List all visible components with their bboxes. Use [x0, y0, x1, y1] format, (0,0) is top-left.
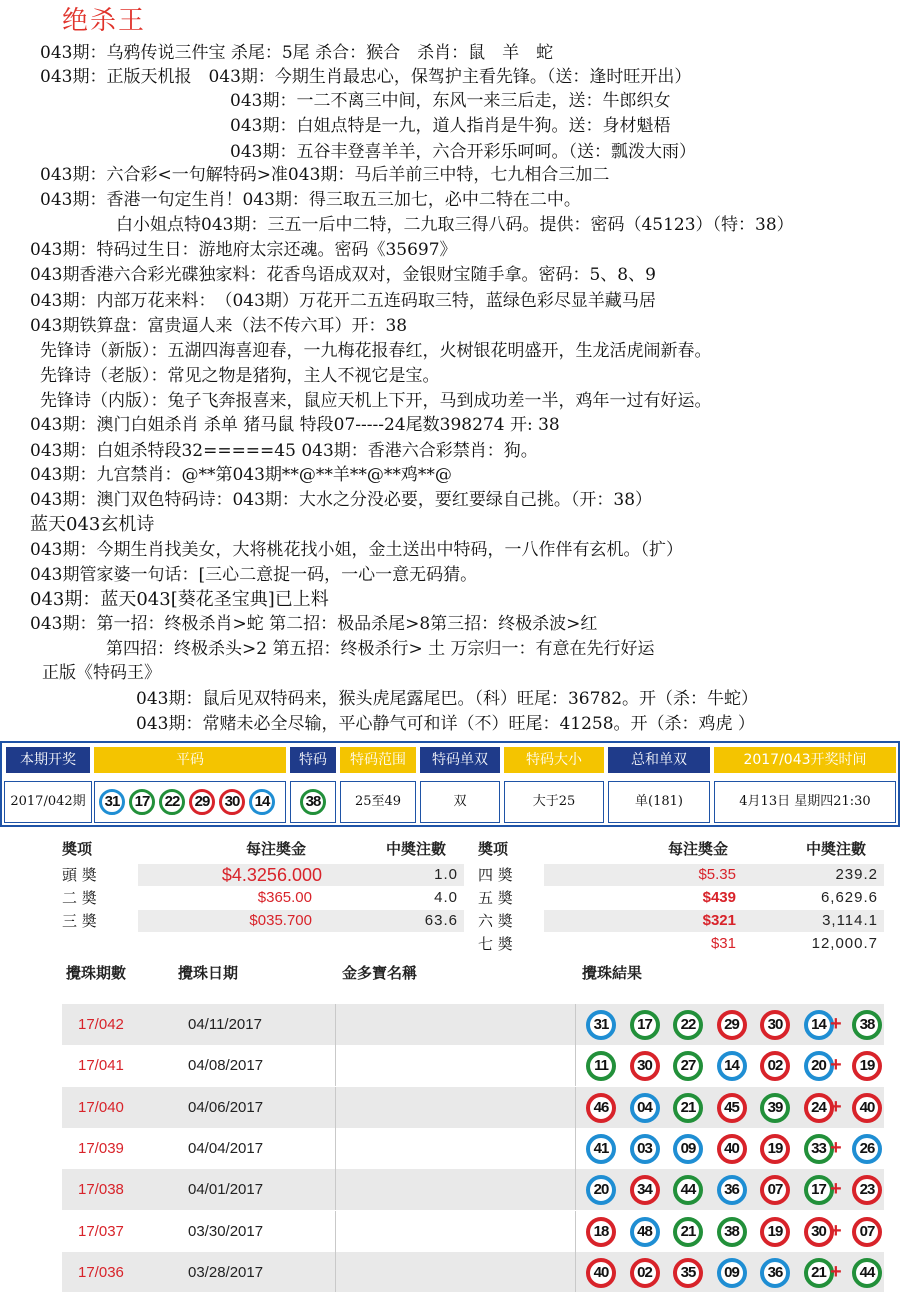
prize-amount: $321: [702, 912, 736, 929]
prize-header-count: 中奬注數: [806, 840, 867, 858]
draw-header: 特码范围: [340, 747, 416, 773]
draw-size: 大于25: [504, 781, 604, 823]
text-line: 043期：乌鸦传说三件宝 杀尾：5尾 杀合：猴合 杀肖：鼠 羊 蛇: [40, 43, 554, 63]
text-line: 白小姐点特043期：三五一后中二特，二九取三得八码。提供：密码（45123）（特：38）: [116, 215, 794, 235]
history-date: 04/11/2017: [188, 1016, 262, 1033]
history-ball: 41: [586, 1134, 616, 1164]
history-row: [62, 1045, 884, 1086]
history-ball: 39: [760, 1093, 790, 1123]
history-date: 04/01/2017: [188, 1181, 264, 1199]
history-ball: 24: [804, 1093, 834, 1123]
history-ball: 11: [586, 1051, 616, 1081]
history-ball: 48: [630, 1217, 660, 1247]
history-ball: 20: [804, 1051, 834, 1081]
prize-amount: $31: [710, 935, 736, 952]
history-row: [62, 1252, 884, 1292]
prize-name: 七 奬: [478, 935, 513, 953]
prize-count: 4.0: [434, 889, 458, 906]
text-line: 043期：六合彩<一句解特码>准043期：马后羊前三中特，七九相合三加二: [40, 165, 610, 185]
prize-row: [62, 864, 464, 886]
plus-sign: +: [830, 1095, 842, 1118]
prize-header-count: 中奬注數: [386, 840, 447, 858]
history-ball: 20: [586, 1175, 616, 1205]
history-special-ball: 44: [852, 1258, 882, 1288]
text-line: 043期铁算盘：富贵逼人来（法不传六耳）开：38: [30, 316, 408, 336]
history-ball: 30: [804, 1217, 834, 1247]
history-ball: 21: [673, 1093, 703, 1123]
history-special-ball: 19: [852, 1051, 882, 1081]
prize-count: 6,629.6: [820, 889, 878, 906]
history-ball: 45: [717, 1093, 747, 1123]
text-line: 043期：白姐点特是一九，道人指肖是牛狗。送：身材魁梧: [230, 116, 671, 136]
draw-ball: 30: [219, 789, 245, 815]
prize-row: [478, 933, 884, 955]
draw-ball: 29: [189, 789, 215, 815]
history-ball: 09: [717, 1258, 747, 1288]
history-header-date: 攪珠日期: [178, 964, 239, 982]
text-line: 043期：常赌未必全尽输，平心静气可和详（不）旺尾：41258。开（杀：鸡虎 ）: [136, 714, 755, 734]
history-row: [62, 1211, 884, 1252]
history-ball: 30: [630, 1051, 660, 1081]
history-date: 04/08/2017: [188, 1057, 264, 1075]
prize-count: 12,000.7: [811, 935, 878, 952]
history-row: [62, 1169, 884, 1210]
history-period: 17/037: [78, 1222, 124, 1240]
plus-sign: +: [830, 1178, 842, 1201]
prize-name: 六 奬: [478, 912, 513, 930]
history-date: 03/30/2017: [188, 1222, 264, 1240]
history-period: 17/036: [78, 1263, 124, 1281]
plus-sign: +: [830, 1013, 842, 1035]
text-line: 先锋诗（内版）：兔子飞奔报喜来，鼠应天机上下开，马到成功差一半，鸡年一过有好运。: [40, 391, 712, 411]
history-ball: 17: [804, 1175, 834, 1205]
history-ball: 07: [760, 1175, 790, 1205]
history-header-jackpot: 金多寶名稱: [342, 964, 418, 982]
text-line: 043期：今期生肖找美女，大将桃花找小姐，金土送出中特码，一八作伴有玄机。（扩）: [30, 540, 683, 560]
prize-row: [478, 887, 884, 909]
draw-ball: 31: [99, 789, 125, 815]
history-special-ball: 07: [852, 1217, 882, 1247]
history-ball: 34: [630, 1175, 660, 1205]
plus-sign: +: [830, 1054, 842, 1077]
history-ball: 36: [760, 1258, 790, 1288]
history-ball: 02: [760, 1051, 790, 1081]
history-ball: 44: [673, 1175, 703, 1205]
text-line: 043期：蓝天043[葵花圣宝典]已上料: [30, 589, 329, 610]
prize-amount: $035.700: [249, 912, 312, 929]
history-period: 17/040: [78, 1098, 124, 1116]
text-line: 043期：香港一句定生肖！043期：得三取五三加七，必中二特在二中。: [40, 190, 581, 210]
draw-header: 特码大小: [504, 747, 604, 773]
history-ball: 40: [586, 1258, 616, 1288]
prize-amount: $5.35: [698, 866, 736, 883]
text-line: 043期：特码过生日：游地府太宗还魂。密码《35697》: [30, 240, 457, 260]
plus-sign: +: [830, 1260, 842, 1283]
draw-next-time: 4月13日 星期四21:30: [714, 781, 896, 823]
prize-header-name: 奬项: [62, 840, 93, 858]
draw-header: 特码单双: [420, 747, 500, 773]
text-line: 043期：澳门白姐杀肖 杀单 猪马鼠 特段07-----24尾数398274 开: 38: [30, 415, 560, 435]
history-ball: 14: [804, 1010, 834, 1040]
history-row: [62, 1087, 884, 1128]
history-ball: 19: [760, 1134, 790, 1164]
prize-count: 3,114.1: [822, 912, 878, 929]
draw-sum-odd-even: 单(181): [608, 781, 710, 823]
prize-count: 1.0: [434, 866, 458, 883]
text-line: 先锋诗（新版）：五湖四海喜迎春，一九梅花报春红，火树银花明盛开，生龙活虎闹新春。: [40, 341, 712, 361]
text-line: 043期：内部万花来料： （043期）万花开二五连码取三特，蓝绿色彩尽显羊藏马居: [30, 291, 656, 311]
history-ball: 31: [586, 1010, 616, 1040]
history-period: 17/039: [78, 1139, 124, 1157]
history-ball: 40: [717, 1134, 747, 1164]
history-row: [62, 1004, 884, 1045]
text-line: 蓝天043玄机诗: [30, 514, 155, 535]
text-line: 043期管家婆一句话：[三心二意捉一码，一心一意无码猜。: [30, 565, 478, 585]
history-date: 04/06/2017: [188, 1098, 264, 1116]
history-ball: 35: [673, 1258, 703, 1288]
history-ball: 18: [586, 1217, 616, 1247]
prize-amount: $439: [702, 889, 736, 906]
text-line: 043期：一二不离三中间，东风一来三后走，送：牛郎织女: [230, 91, 671, 111]
history-period: 17/041: [78, 1057, 124, 1075]
text-line: 第四招：终极杀头>2 第五招：终极杀行> 土 万宗归一：有意在先行好运: [106, 639, 655, 659]
draw-header: 2017/043开奖时间: [714, 747, 896, 773]
history-ball: 38: [717, 1217, 747, 1247]
history-ball: 33: [804, 1134, 834, 1164]
draw-header: 总和单双: [608, 747, 710, 773]
history-special-ball: 40: [852, 1093, 882, 1123]
history-period: 17/038: [78, 1181, 124, 1199]
page-title: 绝杀王: [62, 6, 147, 36]
plus-sign: +: [830, 1219, 842, 1242]
draw-ball: 14: [249, 789, 275, 815]
history-ball: 04: [630, 1093, 660, 1123]
prize-row: [62, 910, 464, 932]
prize-name: 四 奬: [478, 866, 513, 884]
history-ball: 30: [760, 1010, 790, 1040]
history-ball: 29: [717, 1010, 747, 1040]
history-ball: 21: [673, 1217, 703, 1247]
history-ball: 09: [673, 1134, 703, 1164]
text-line: 043期：五谷丰登喜羊羊，六合开彩乐呵呵。（送：瓢泼大雨）: [230, 142, 696, 162]
prize-header-name: 奬项: [478, 840, 509, 858]
prize-row: [478, 910, 884, 932]
history-ball: 02: [630, 1258, 660, 1288]
prize-amount: $365.00: [257, 889, 312, 906]
history-ball: 21: [804, 1258, 834, 1288]
history-header-result: 攪珠結果: [582, 964, 643, 982]
history-date: 04/04/2017: [188, 1139, 264, 1157]
draw-table: [0, 741, 900, 827]
draw-ball: 17: [129, 789, 155, 815]
prize-count: 239.2: [835, 866, 878, 883]
text-line: 043期：第一招：终极杀肖>蛇 第二招：极品杀尾>8第三招：终极杀波>红: [30, 614, 598, 634]
prize-amount: $4.3256.000: [221, 865, 322, 885]
draw-header: 平码: [94, 747, 286, 773]
prize-header-amount: 每注奬金: [246, 840, 307, 858]
history-row: [62, 1128, 884, 1169]
history-special-ball: 38: [852, 1010, 882, 1040]
history-ball: 36: [717, 1175, 747, 1205]
draw-odd-even: 双: [420, 781, 500, 823]
text-line: 正版《特码王》: [42, 663, 161, 683]
text-line: 043期：澳门双色特码诗：043期：大水之分没必要，要红要绿自己挑。（开：38）: [30, 490, 653, 510]
draw-header: 本期开奖: [6, 747, 90, 773]
prize-count: 63.6: [424, 912, 458, 929]
history-ball: 14: [717, 1051, 747, 1081]
prize-header-amount: 每注奬金: [668, 840, 729, 858]
prize-row: [62, 887, 464, 909]
history-ball: 17: [630, 1010, 660, 1040]
text-line: 先锋诗（老版）：常见之物是猪狗，主人不视它是宝。: [40, 366, 440, 386]
draw-header: 特码: [290, 747, 336, 773]
history-special-ball: 23: [852, 1175, 882, 1205]
history-ball: 27: [673, 1051, 703, 1081]
prize-name: 三 奬: [62, 912, 97, 930]
history-period: 17/042: [78, 1016, 124, 1033]
history-ball: 22: [673, 1010, 703, 1040]
text-line: 043期：九宫禁肖：@**第043期**@**羊**@**鸡**@: [30, 465, 452, 485]
prize-row: [478, 864, 884, 886]
history-date: 03/28/2017: [188, 1263, 264, 1281]
text-line: 043期香港六合彩光碟独家料：花香鸟语成双对，金银财宝随手拿。密码：5、8、9: [30, 265, 656, 285]
text-line: 043期：鼠后见双特码来，猴头虎尾露尾巴。（科）旺尾：36782。开（杀：牛蛇）: [136, 689, 759, 709]
draw-range: 25至49: [340, 781, 416, 823]
draw-period: 2017/042期: [4, 781, 92, 823]
plus-sign: +: [830, 1136, 842, 1159]
draw-special-ball: 38: [300, 789, 326, 815]
history-special-ball: 26: [852, 1134, 882, 1164]
prize-name: 頭 奬: [62, 866, 97, 884]
draw-ball: 22: [159, 789, 185, 815]
prize-name: 二 奬: [62, 889, 97, 907]
history-ball: 46: [586, 1093, 616, 1123]
text-line: 043期：正版天机报 043期：今期生肖最忠心，保驾护主看先锋。（送：逢时旺开出）: [40, 67, 692, 87]
history-ball: 03: [630, 1134, 660, 1164]
history-header-period: 攪珠期數: [66, 964, 127, 982]
prize-name: 五 奬: [478, 889, 513, 907]
text-line: 043期：白姐杀特段32=====45 043期：香港六合彩禁肖：狗。: [30, 441, 538, 461]
history-ball: 19: [760, 1217, 790, 1247]
